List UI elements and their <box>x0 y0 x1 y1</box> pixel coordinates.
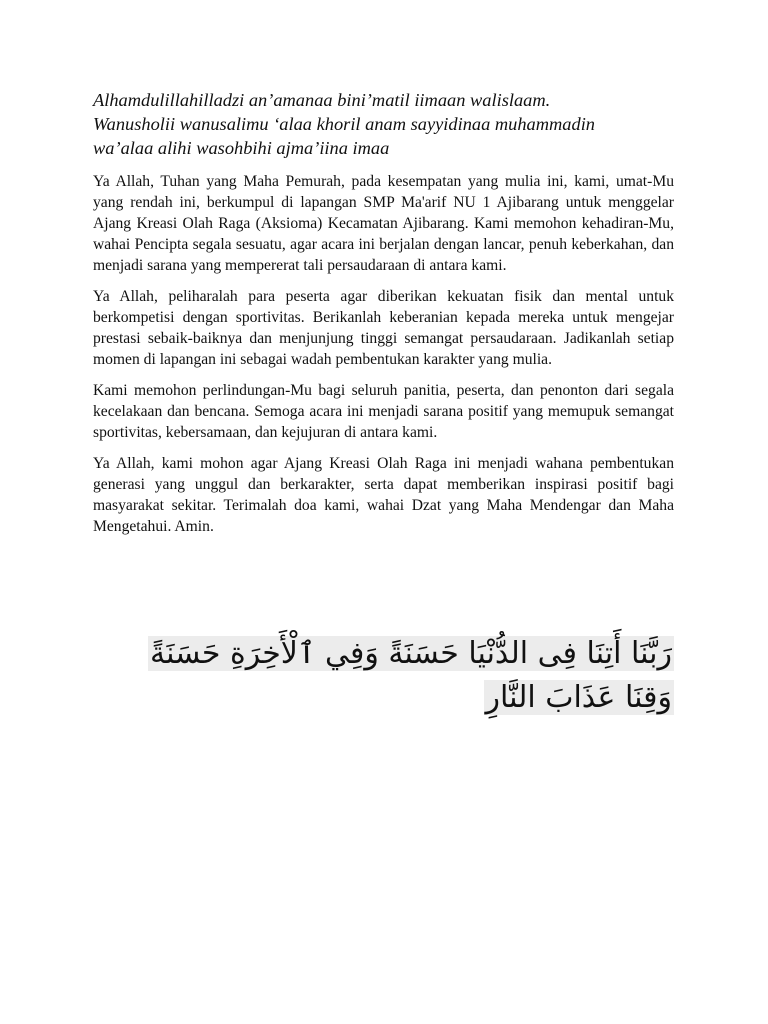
arabic-line-1-wrap <box>93 632 674 676</box>
prayer-paragraph-1: Ya Allah, Tuhan yang Maha Pemurah, pada kesempatan yang mulia ini, kami, umat-Mu yang rendah ini, berkumpul di lapangan SMP Ma'arif NU 1 Ajibarang untuk menggelar Ajang Kreasi Olah Raga (Aksioma) Kecamatan Ajibarang. Kami memohon kehadiran-Mu, wahai Pencipta segala sesuatu, agar acara ini berjalan dengan lancar, penuh keberkahan, dan menjadi sarana yang mempererat tali persaudaraan di antara kami. <box>93 173 674 274</box>
arabic-line-1: رَبَّنَا أَتِنَا فِى الدُّنْيَا حَسَنَةً وَفِي ٱلْأَخِرَةِ حَسَنَةً <box>150 636 672 671</box>
opening-line-1: Alhamdulillahilladzi an’amanaa bini’matil iimaan walislaam. <box>93 90 551 110</box>
document-page <box>93 88 674 547</box>
arabic-line-2: وَقِنَا عَذَابَ النَّارِ <box>485 680 672 715</box>
opening-line-2: Wanusholii wanusalimu ‘alaa khoril anam sayyidinaa muhammadin <box>93 114 595 134</box>
arabic-prayer <box>93 632 674 720</box>
prayer-paragraph-3: Kami memohon perlindungan-Mu bagi seluruh panitia, peserta, dan penonton dari segala kecelakaan dan bencana. Semoga acara ini menjadi sarana positif yang memupuk semangat sportivitas, kebersamaan, dan kejujuran di antara kami. <box>93 382 674 441</box>
prayer-paragraph-4: Ya Allah, kami mohon agar Ajang Kreasi Olah Raga ini menjadi wahana pembentukan generasi yang unggul dan berkarakter, serta dapat memberikan inspirasi positif bagi masyarakat sekitar. Terimalah doa kami, wahai Dzat yang Maha Mendengar dan Maha Mengetahui. Amin. <box>93 455 674 535</box>
opening-greeting <box>93 88 674 160</box>
prayer-paragraph-2: Ya Allah, peliharalah para peserta agar diberikan kekuatan fisik dan mental untuk berkompetisi dengan sportivitas. Berikanlah keberanian kepada mereka untuk mengejar prestasi sebaik-baiknya dan menjunjung tinggi semangat persaudaraan. Jadikanlah setiap momen di lapangan ini sebagai wadah pembentukan karakter yang mulia. <box>93 288 674 368</box>
opening-line-3: wa’alaa alihi wasohbihi ajma’iina imaa <box>93 138 390 158</box>
arabic-line-2-wrap <box>93 676 674 720</box>
